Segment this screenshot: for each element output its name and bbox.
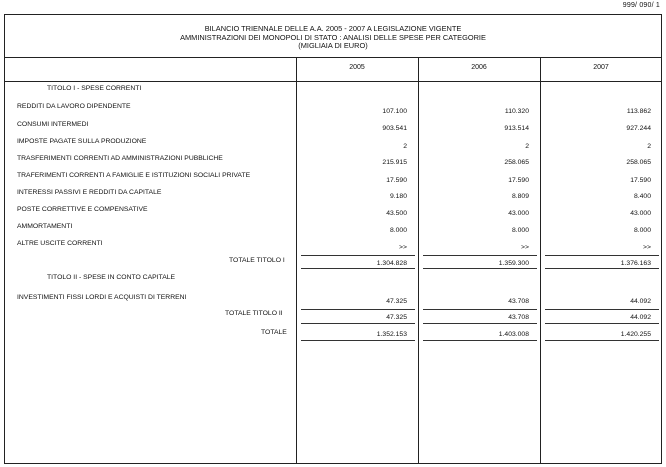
- report-title: [5, 15, 661, 57]
- total-titolo-1-value-2007: 1.376.163: [620, 260, 651, 267]
- row-label: INVESTIMENTI FISSI LORDI E ACQUISTI DI TERRENI: [17, 294, 187, 301]
- row-value-2007: 8.000: [633, 227, 651, 234]
- row-value-2007: 44.092: [630, 298, 651, 305]
- row-value-2005: 2: [403, 143, 407, 150]
- row-label: AMMORTAMENTI: [17, 223, 73, 230]
- column-header-2007: 2007: [593, 64, 609, 71]
- column-header-2005: 2005: [349, 64, 365, 71]
- grand-total-value-2007: 1.420.255: [620, 331, 651, 338]
- row-value-2006: 110.320: [504, 108, 529, 115]
- row-value-2005: >>: [399, 244, 407, 251]
- row-value-2007: 258.065: [626, 159, 651, 166]
- total-underline: [545, 255, 659, 256]
- row-value-2005: 43.500: [386, 210, 407, 217]
- row-label: POSTE CORRETTIVE E COMPENSATIVE: [17, 206, 148, 213]
- row-label: CONSUMI INTERMEDI: [17, 121, 89, 128]
- report-frame: [4, 14, 662, 464]
- total-titolo-1-value-2005: 1.304.828: [376, 260, 407, 267]
- row-value-2006: 8.809: [511, 193, 529, 200]
- page-reference: 999/ 090/ 1: [622, 2, 660, 9]
- row-label: REDDITI DA LAVORO DIPENDENTE: [17, 103, 131, 110]
- column-divider-1: [296, 57, 297, 463]
- total-titolo-2-label: TOTALE TITOLO II: [225, 310, 283, 317]
- section-title-spese-correnti: TITOLO I - SPESE CORRENTI: [47, 85, 142, 92]
- total-titolo-1-label: TOTALE TITOLO I: [229, 257, 285, 264]
- header-bottom-rule: [5, 81, 661, 82]
- row-label: TRAFERIMENTI CORRENTI A FAMIGLIE E ISTITUZIONI SOCIALI PRIVATE: [17, 172, 251, 179]
- row-value-2007: 8.400: [633, 193, 651, 200]
- row-label: TRASFERIMENTI CORRENTI AD AMMINISTRAZIONI PUBBLICHE: [17, 155, 223, 162]
- total-titolo-2-value-2006: 43.708: [508, 314, 529, 321]
- row-value-2006: 43.000: [508, 210, 529, 217]
- total-underline: [423, 268, 537, 269]
- title-line-1: BILANCIO TRIENNALE DELLE A.A. 2005 - 2007 A LEGISLAZIONE VIGENTE: [204, 24, 462, 33]
- total-underline: [301, 255, 415, 256]
- row-value-2007: 17.590: [630, 177, 651, 184]
- title-line-3: (MIGLIAIA DI EURO): [298, 41, 368, 51]
- total-underline: [545, 340, 659, 341]
- row-value-2007: >>: [643, 244, 651, 251]
- section-title-spese-conto-capitale: TITOLO II - SPESE IN CONTO CAPITALE: [47, 274, 176, 281]
- row-value-2005: 9.180: [389, 193, 407, 200]
- grand-total-value-2006: 1.403.008: [498, 331, 529, 338]
- total-underline: [545, 268, 659, 269]
- row-value-2006: 2: [525, 143, 529, 150]
- row-label: INTERESSI PASSIVI E REDDITI DA CAPITALE: [17, 189, 162, 196]
- title-line-2: AMMINISTRAZIONI DEI MONOPOLI DI STATO : ANALISI DELLE SPESE PER CATEGORIE: [180, 32, 486, 42]
- row-label: IMPOSTE PAGATE SULLA PRODUZIONE: [17, 138, 147, 145]
- row-value-2006: 913.514: [504, 125, 529, 132]
- total-underline: [301, 309, 415, 310]
- grand-total-label: TOTALE: [261, 329, 287, 336]
- row-value-2006: 8.000: [511, 227, 529, 234]
- row-value-2006: 258.065: [504, 159, 529, 166]
- total-underline: [423, 255, 537, 256]
- total-titolo-2-value-2005: 47.325: [386, 314, 407, 321]
- total-underline: [423, 340, 537, 341]
- row-value-2007: 927.244: [626, 125, 651, 132]
- row-value-2005: 47.325: [386, 298, 407, 305]
- header-top-rule: [5, 57, 661, 58]
- row-value-2006: 17.590: [508, 177, 529, 184]
- total-underline: [301, 323, 415, 324]
- row-value-2007: 113.862: [626, 108, 651, 115]
- row-value-2005: 107.100: [382, 108, 407, 115]
- total-titolo-2-value-2007: 44.092: [630, 314, 651, 321]
- grand-total-value-2005: 1.352.153: [376, 331, 407, 338]
- row-value-2005: 17.590: [386, 177, 407, 184]
- total-underline: [545, 309, 659, 310]
- total-underline: [423, 309, 537, 310]
- total-titolo-1-value-2006: 1.359.300: [498, 260, 529, 267]
- column-divider-3: [540, 57, 541, 463]
- total-underline: [301, 268, 415, 269]
- total-underline: [301, 340, 415, 341]
- row-label: ALTRE USCITE CORRENTI: [17, 240, 103, 247]
- row-value-2007: 2: [647, 143, 651, 150]
- column-divider-2: [418, 57, 419, 463]
- column-header-2006: 2006: [471, 64, 487, 71]
- row-value-2005: 8.000: [389, 227, 407, 234]
- row-value-2007: 43.000: [630, 210, 651, 217]
- row-value-2006: 43.708: [508, 298, 529, 305]
- row-value-2005: 215.915: [382, 159, 407, 166]
- row-value-2006: >>: [521, 244, 529, 251]
- total-underline: [423, 323, 537, 324]
- total-underline: [545, 323, 659, 324]
- row-value-2005: 903.541: [382, 125, 407, 132]
